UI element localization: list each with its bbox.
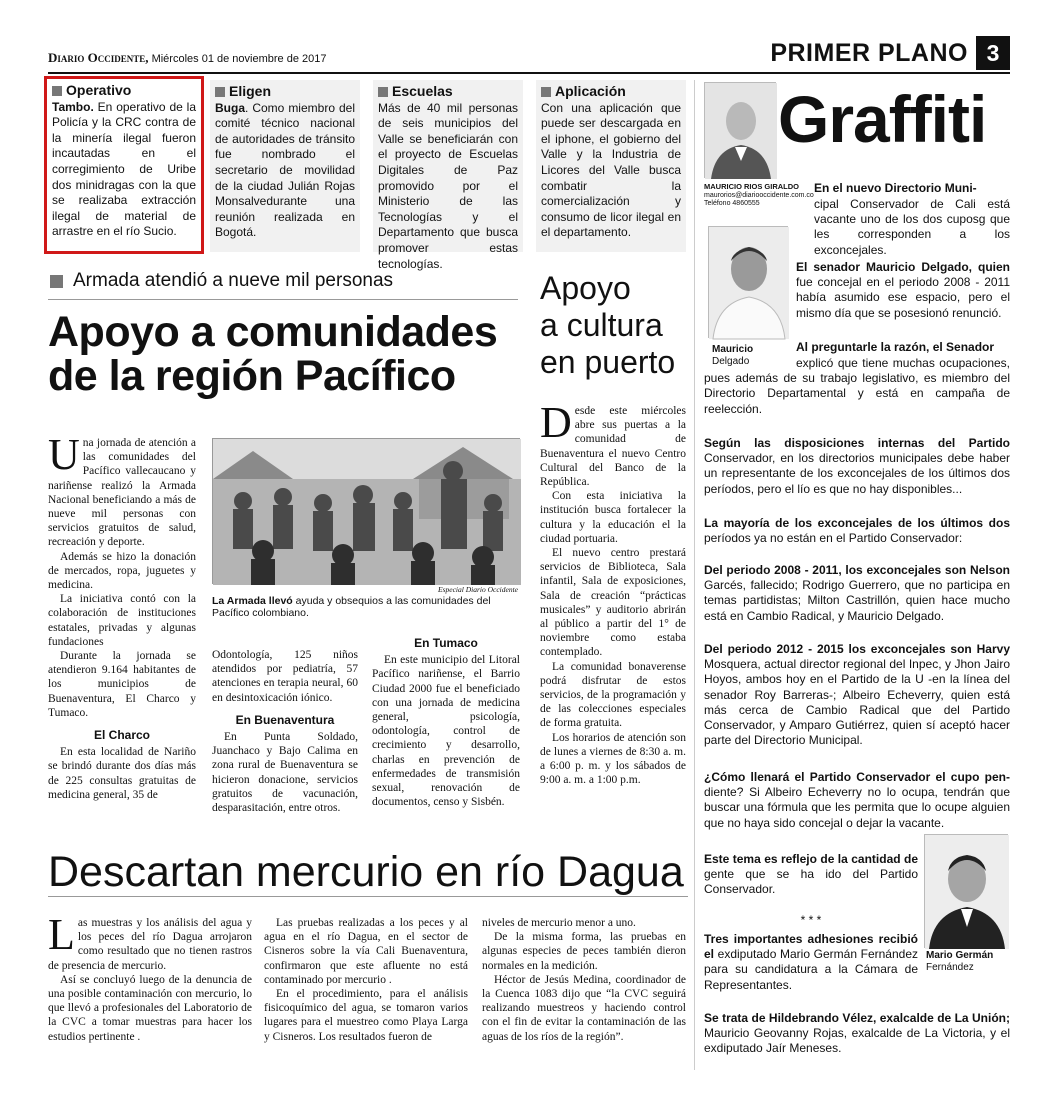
- mercurio-column-3: [482, 916, 686, 1044]
- brief-text: Con una aplicación que puede ser descargada en el iphone, el gobierno del Valle y la Industria de Licores del Valle busca combatir la comercialización y consumo de licor ilegal en el departamento.: [541, 100, 681, 240]
- article-column-1: Una jornada de atención a las comunidades del Pacífico vallecaucano y nariñense realizó la Armada Nacional beneficiando a más de nueve mil personas con servicios gratuitos de salud, recreación y deporte. Además se hizo la donación de mercados, ropa, juguetes y medicina. La iniciativa contó con la colaboración de instituciones estatales, privadas y algunas fundaciones Durante la jornada se atendieron 9.164 habitantes de los municipios de Buenaventura, El Charco y Tumaco. El Charco En esta localidad de Nariño se brindó durante dos días más de 225 consultas gratuitas de medicina general, 35 de: [48, 430, 196, 801]
- square-bullet-icon: [541, 87, 551, 97]
- brief-lead: Buga: [215, 100, 245, 115]
- brief-text: Más de 40 mil personas de seis municipios del Valle se beneficiarán con el proyecto de Escuelas Digitales de Paz promovido por el Ministerio de las Tecnologías y el Departamento que busca promover estas tecnologías.: [378, 100, 518, 271]
- headline-mercurio: Descartan mercurio en río Dagua: [48, 848, 684, 896]
- square-bullet-icon: [378, 87, 388, 97]
- graffiti-paragraph-5: La mayoría de los exconcejales de los últimos dos períodos ya no están en el Partido Conservador:: [704, 516, 1010, 546]
- graffiti-paragraph-7: Del periodo 2012 - 2015 los exconcejales son Harvy Mosquera, actual director regional del Inpec, y Jhon Jairo Hoyos, ambos hoy en el Partido de la U -en la línea del senador Roy Barreras-; Albeiro Echeverry, quien está más cerca de Cambio Radical que del Partido Conservador, y Amparo Gutiérrez, quien sí aceptó hacer parte del Directorio Municipal.: [704, 642, 1010, 748]
- story-kicker: Armada atendió a nueve mil personas: [50, 270, 393, 292]
- paragraph: El nuevo centro prestará servicios de Biblioteca, Sala infantil, Sala de exposiciones, Sala de creación “prácticas musicales” y auditorio abrirán al público a partir del 1° de noviembre como estaba contemplado.: [540, 547, 686, 659]
- crowd-photo-icon: [213, 439, 521, 585]
- kicker-rule: [48, 299, 518, 300]
- header-rule: [48, 72, 1010, 74]
- paragraph: Los horarios de atención son de lunes a viernes de 8:30 a. m. a 6:00 p. m. y los sábados de 9:00 a. m. a 1:00 p.m.: [540, 731, 686, 787]
- square-bullet-icon: [50, 275, 63, 288]
- page-number: 3: [976, 36, 1010, 70]
- photo-caption-german: Mario Germán Fernández: [926, 950, 994, 973]
- author-byline: [704, 183, 814, 209]
- square-bullet-icon: [52, 86, 62, 96]
- subhead-el-charco: El Charco: [93, 728, 150, 743]
- graffiti-paragraph-1b: cipal Conservador de Cali está vacante uno de los dos cuposg que les corresponden a los exconcejales.: [814, 197, 1010, 257]
- paragraph: niveles de mercurio menor a uno.: [482, 917, 636, 929]
- paragraph: Así se concluyó luego de la denuncia de una posible contaminación con mercurio, lo que llevó a profesionales del Laboratorio de la CVC a tomar muestras para hacer los estudios pertinente .: [48, 973, 252, 1043]
- graffiti-paragraph-3b: explicó que tiene muchas ocupaciones, pues además de su trabajo legislativo, es miembro del Directorio Departamental y está en campaña de reelección.: [704, 356, 1010, 416]
- section-title: PRIMER PLANO: [770, 38, 968, 67]
- paragraph: Con esta iniciativa la institución busca fortalecer la cultura y la educación el la ciudad portuaria.: [540, 490, 686, 545]
- brief-escuelas: [373, 80, 523, 271]
- graffiti-paragraph-3a: Al preguntarle la razón, el Senador: [796, 340, 995, 354]
- article-cultura: Desde este miércoles abre sus puertas a la comunidad de Buenaventura el nuevo Centro Cultural del Banco de la República. Con esta iniciativa la institución busca fortalecer la cultura y la educación el la ciudad portuaria. El nuevo centro prestará servicios de Biblioteca, Sala infantil, Sala de exposiciones, Sala de creación “prácticas musicales” y auditorio abrirán al público a partir del 1° de noviembre como estaba contemplado. La comunidad bonaverense podrá disfrutar de estos servicios, de la programación y de las colecciones especiales de forma gratuita. Los horarios de atención son de lunes a viernes de 8:30 a. m. a 6:00 p. m. y los sábados de 9:00 a. m. a 1:00 p.m.: [540, 398, 686, 787]
- portrait-icon: [709, 227, 789, 339]
- dropcap: D: [540, 398, 572, 447]
- separator: * * *: [800, 913, 822, 927]
- dropcap: U: [48, 430, 80, 479]
- brief-operativo: [44, 76, 204, 254]
- photo-armada: [212, 438, 520, 584]
- graffiti-paragraph-1a: En el nuevo Directorio Muni-: [814, 181, 977, 195]
- column-divider: [694, 80, 695, 1070]
- paragraph: Las pruebas realizadas a los peces y al agua en el río Dagua, en el sector de Cisneros sobre la vía Cali Buenaventura, confirmaron que este afluente no está contaminado por mercurio .: [264, 917, 468, 986]
- photo-caption-delgado: Mauricio Delgado: [712, 344, 754, 367]
- brief-lead: Tambo.: [52, 99, 94, 114]
- paragraph: Durante la jornada se atendieron 9.164 habitantes de los municipios de Buenaventura, El Charco y Tumaco.: [48, 650, 196, 719]
- issue-date: Miércoles 01 de noviembre de 2017: [151, 53, 327, 65]
- brief-title: Eligen: [215, 84, 355, 100]
- brief-aplicacion: [536, 80, 686, 252]
- graffiti-paragraph-8: ¿Cómo llenará el Partido Conservador el cupo pen- diente? Si Albeiro Echeverry no lo ocupa, tendrán que buscar una fórmula que les permita que lo ocupe alguien que no haya sido concejal o dejar la vacante.: [704, 770, 1010, 830]
- brief-title: Aplicación: [541, 84, 681, 100]
- author-photo: [704, 82, 776, 178]
- mercurio-column-2: [264, 916, 468, 1044]
- paragraph: La iniciativa contó con la colaboración de instituciones estatales, privadas y algunas fundaciones: [48, 593, 196, 648]
- subhead-tumaco: En Tumaco: [414, 636, 478, 650]
- graffiti-paragraph-10: Tres importantes adhesiones recibió el exdiputado Mario Germán Fernández para su candidatura a la Cámara de Representantes.: [704, 932, 918, 992]
- photo-mauricio-delgado: [708, 226, 788, 338]
- section-header: [770, 36, 1010, 70]
- graffiti-paragraph-6: Del periodo 2008 - 2011, los exconcejales son Nelson Garcés, fallecido; Rodrigo Guerrero, que no participa en temas partidistas; Milton Castrillón, quien hace mucho está en Cambio Radical, y Mauricio Delgado.: [704, 563, 1010, 623]
- masthead: [48, 50, 326, 66]
- paragraph: Además se hizo la donación de mercados, ropa, juguetes y medicina.: [48, 550, 196, 592]
- headline-rule: [48, 896, 688, 897]
- paragraph: En esta localidad de Nariño se brindó durante dos días más de 225 consultas gratuitas de medicina general, 35 de: [48, 746, 196, 801]
- author-email: maurorios@diariooccidente.com.co: [704, 191, 814, 199]
- graffiti-paragraph-2: El senador Mauricio Delgado, quien fue concejal en el periodo 2008 - 2011 había asumido ese espacio, pero el mismo día que se posesionó renunció.: [796, 260, 1010, 320]
- photo-caption: La Armada llevó ayuda y obsequios a las comunidades del Pacífico colombiano.: [212, 595, 491, 619]
- column-title: Graffiti: [778, 82, 987, 156]
- author-phone: Teléfono 4860555: [704, 200, 760, 207]
- article-column-2: [212, 648, 358, 815]
- mercurio-column-1: Las muestras y los análisis del agua y los peces del río Dagua arrojaron como resultado que no tienen rastros de presencia de mercurio. Así se concluyó luego de la denuncia de una posible contaminación con mercurio, lo que llevó a profesionales del Laboratorio de la CVC a tomar muestras para hacer los estudios pertinente .: [48, 910, 252, 1043]
- paragraph: En este municipio del Litoral Pacífico nariñense, el Barrio Ciudad 2000 fue el beneficiado con una jornada de medicina general, psicología, odontología, control de crecimiento y desarrollo, charlas en prevención de enfermedades de transmisión sexual, renovación de documentos, censo y Sisbén.: [372, 654, 520, 809]
- author-name: MAURICIO RIOS GIRALDO: [704, 182, 799, 191]
- paragraph: La comunidad bonaverense podrá disfrutar de estos servicios, de la programación y de las colecciones especiales de forma gratuita.: [540, 660, 686, 730]
- paragraph: De la misma forma, las pruebas en algunas especies de peces también dieron normales en la medición.: [482, 931, 686, 972]
- brief-title: Escuelas: [378, 84, 518, 100]
- brief-text: . Como miembro del comité técnico nacional de autoridades de tránsito fue nombrado el secretario de movilidad de la ciudad Julián Rojas Monsalvedurante una reunión realizada en Bogotá.: [215, 100, 355, 240]
- paragraph: En Punta Soldado, Juanchaco y Bajo Calima en zona rural de Buenaventura se hicieron donacione, servicios gratuitos de vacunación, desparasitación, entre otros.: [212, 731, 358, 815]
- headline-cultura: Apoyo a cultura en puerto: [540, 270, 676, 380]
- brief-title: Operativo: [52, 83, 196, 99]
- subhead-buenaventura: En Buenaventura: [235, 712, 335, 727]
- square-bullet-icon: [215, 87, 225, 97]
- photo-mario-german: [924, 834, 1008, 948]
- dropcap: L: [48, 910, 75, 959]
- paragraph: Odontología, 125 niños atendidos por pediatría, 57 atenciones en terapia neural, 60 en desintoxicación iónico.: [212, 649, 358, 704]
- paragraph: Héctor de Jesús Medina, coordinador de la Cuenca 1083 dijo que “la CVC seguirá realizando muestreos y haciendo control con el fin de evitar la contaminación de las aguas de los ríos de la región”.: [482, 973, 686, 1043]
- brief-text: En operativo de la Policía y la CRC contra de la minería ilegal fueron incautadas en el corregimiento de Uribe dos minidragas con la que se realizaba extracción ilegal de material de arrastre en el río Sucio.: [52, 99, 196, 239]
- brand-name: Diario Occidente,: [48, 50, 149, 65]
- portrait-icon: [925, 835, 1009, 949]
- headline-pacifico: Apoyo a comunidades de la región Pacífico: [48, 308, 498, 400]
- graffiti-paragraph-11: Se trata de Hildebrando Vélez, exalcalde de La Unión; Mauricio Geovanny Rojas, exalcalde de La Victoria, y el exdiputado Jaír Meneses.: [704, 1011, 1010, 1056]
- graffiti-paragraph-4: Según las disposiciones internas del Partido Conservador, en los directorios municipales debe haber un representante de los exconcejales de los últimos dos períodos, pero el lío es que no hay disponibles...: [704, 436, 1010, 496]
- graffiti-paragraph-9: Este tema es reflejo de la cantidad de gente que se ha ido del Partido Conservador.: [704, 852, 918, 897]
- article-column-3: [372, 632, 520, 809]
- brief-eligen: [210, 80, 360, 252]
- portrait-icon: [705, 83, 777, 179]
- paragraph: En el procedimiento, para el análisis fisicoquímico del agua, se tomaron varios lugares para el muestreo como Playa Larga y Cisneros. Los resultados fueron de: [264, 988, 468, 1043]
- photo-credit: Especial Diario Occidente: [438, 585, 518, 594]
